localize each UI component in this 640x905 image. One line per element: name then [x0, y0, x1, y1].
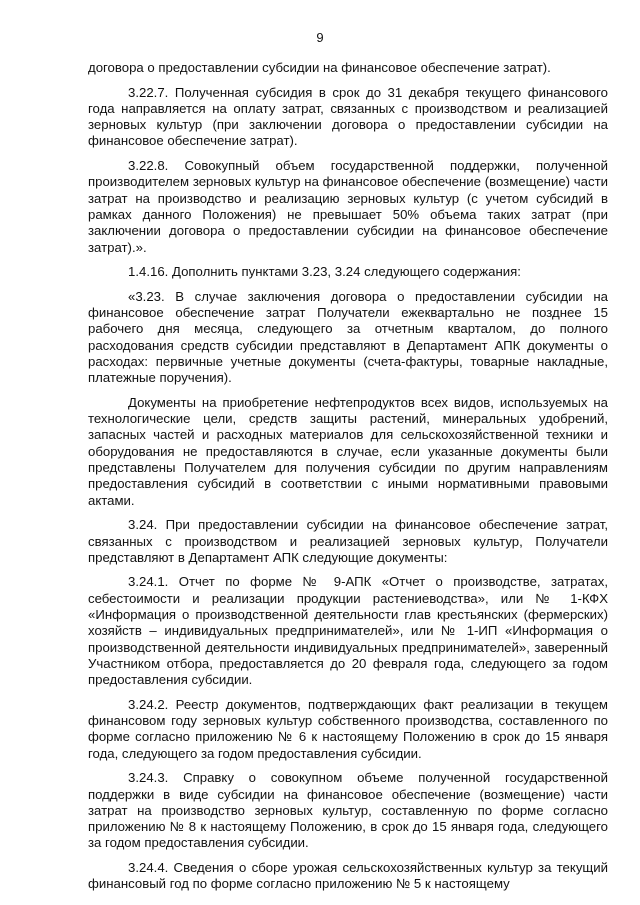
- paragraph-3-24-2: 3.24.2. Реестр документов, подтверждающих факт реализации в текущем финансовом году зерновых культур собственного производства, составленного по форме согласно приложению № 6 к настоящему Положению в срок до 15 января года, следующего за годом предоставления субсидии.: [88, 696, 608, 761]
- paragraph-3-24-4: 3.24.4. Сведения о сборе урожая сельскохозяйственных культур за текущий финансовый год по форме согласно приложению № 5 к настоящему: [88, 860, 608, 892]
- paragraph-3-24-3: 3.24.3. Справку о совокупном объеме полученной государственной поддержки в виде субсидии на финансовое обеспечение (возмещение) части затрат на производство зерновых культур, составленную по форме согласно приложению № 8 к настоящему Положению, в срок до 15 января года, следующего за годом предоставления субсидии.: [88, 770, 608, 851]
- paragraph-3-24-1: 3.24.1. Отчет по форме № 9-АПК «Отчет о производстве, затратах, себестоимости и реализации продукции растениеводства», или № 1-КФХ «Информация о производственной деятельности глав крестьянских (фермерских) хозяйств – индивидуальных предпринимателей», или № 1-ИП «Информация о производственной деятельности индивидуальных предпринимателей», заверенный Участником отбора, предоставляется до 20 февраля года, следующего за годом предоставления субсидии.: [88, 574, 608, 688]
- paragraph-documents-note: Документы на приобретение нефтепродуктов всех видов, используемых на технологические цели, средств защиты растений, минеральных удобрений, запасных частей и расходных материалов для сельскохозяйственной техники и оборудования не предоставляются в случае, если указанные документы были представлены Получателем для получения субсидии по другим направлениям предоставления субсидий в соответствии с иными нормативными правовыми актами.: [88, 394, 608, 508]
- paragraph-3-24: 3.24. При предоставлении субсидии на финансовое обеспечение затрат, связанных с производством и реализацией зерновых культур, Получатели представляют в Департамент АПК следующие документы:: [88, 517, 608, 565]
- paragraph-3-22-7: 3.22.7. Полученная субсидия в срок до 31 декабря текущего финансового года направляется на оплату затрат, связанных с производством и реализацией зерновых культур (при заключении договора о предоставлении субсидии на финансовое обеспечение затрат).: [88, 84, 608, 149]
- paragraph-3-22-8: 3.22.8. Совокупный объем государственной поддержки, полученной производителем зерновых культур на финансовое обеспечение (возмещение) части затрат на производство и реализацию зерновых культур (с учетом субсидий в рамках данного Положения) не превышает 50% объема таких затрат (при заключении договора о предоставлении субсидии на финансовое обеспечение затрат).».: [88, 158, 608, 255]
- paragraph-continuation: договора о предоставлении субсидии на финансовое обеспечение затрат).: [88, 60, 551, 75]
- page-number: 9: [316, 30, 324, 45]
- document-body: [88, 60, 608, 901]
- paragraph-3-23: «3.23. В случае заключения договора о предоставлении субсидии на финансовое обеспечение затрат Получатели ежеквартально не позднее 15 рабочего дня месяца, следующего за отчетным кварталом, до полного расходования средств субсидии представляют в Департамент АПК документы о расходах: первичные учетные документы (счета-фактуры, товарные накладные, платежные поручения).: [88, 288, 608, 386]
- paragraph-1-4-16: 1.4.16. Дополнить пунктами 3.23, 3.24 следующего содержания:: [128, 264, 521, 280]
